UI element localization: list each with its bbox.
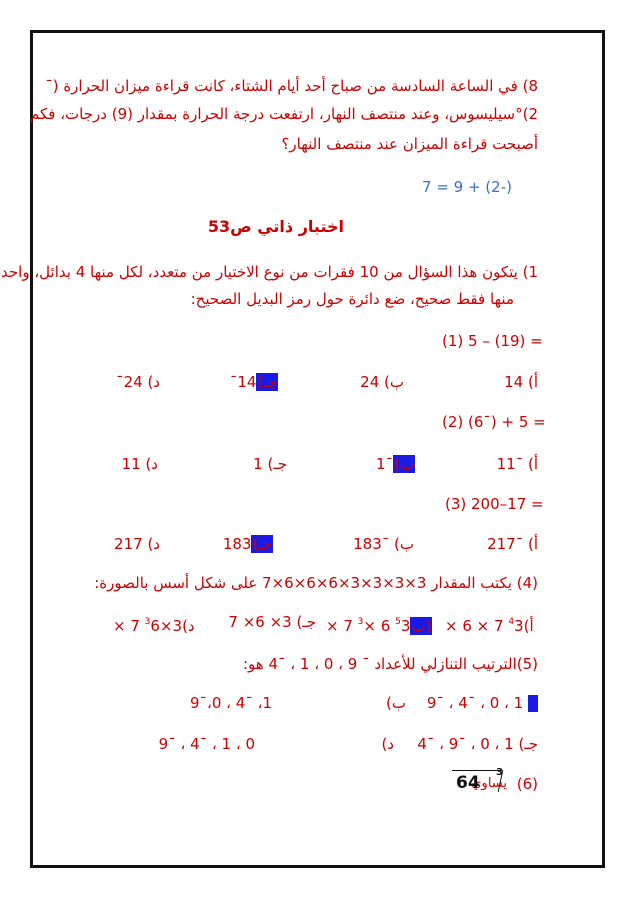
cube-root-symbol xyxy=(452,767,506,796)
p6-word: يساوي xyxy=(471,776,507,791)
p4-option-d-exponent: 3 xyxy=(144,617,151,627)
p4-option-b-exponent-2: 3 xyxy=(357,617,364,627)
p5-option-a[interactable] xyxy=(427,693,538,713)
q1-line2: منها فقط صحيح، ضع دائرة حول رمز البديل الصحيح: xyxy=(190,290,514,308)
p1-option-a[interactable]: أ) 14 xyxy=(504,373,538,391)
p5-option-c[interactable]: جـ) 1 ، 0 ، ¯9 ، ¯4 xyxy=(417,735,538,753)
p4-option-c[interactable]: جـ) 3× 6× 7 xyxy=(228,613,316,631)
p4-option-b-rest: × 7 xyxy=(326,617,353,635)
p4-option-a-exponent: 4 xyxy=(508,617,515,627)
p4-option-a-text: × 6 × 7 xyxy=(445,617,504,635)
p2-option-b[interactable] xyxy=(376,454,415,474)
q8-line3: أصبحت قراءة الميزان عند منتصف النهار؟ xyxy=(281,135,538,153)
p2-option-d[interactable]: د) 11 xyxy=(121,455,158,473)
q1-line1: 1) يتكون هذا السؤال من 10 فقرات من نوع الاختيار من متعدد، لكل منها 4 بدائل، واحد xyxy=(1,263,538,281)
p2-option-b-value: ¯1 xyxy=(375,455,394,473)
p6-label: (6) xyxy=(516,775,538,793)
p2-option-b-highlight: ب) xyxy=(394,455,414,473)
p1-option-b[interactable]: ب) 24 xyxy=(360,373,404,391)
p4-option-b[interactable] xyxy=(326,612,432,636)
q8-line1: 8) في الساعة السادسة من صباح أحد أيام الشتاء، كانت قراءة ميزان الحرارة (¯ xyxy=(45,77,538,95)
p1-option-c[interactable] xyxy=(230,372,278,392)
p5-option-a-highlight xyxy=(528,695,538,712)
p2-stem: (2) (6¯) + 5 = xyxy=(442,413,546,431)
q8-line2: 2)°سيليسوس، وعند منتصف النهار، ارتفعت درجة الحرارة بمقدار (9) درجات، فكم xyxy=(30,105,538,123)
p4-option-d-prefix: د)3×6 xyxy=(150,617,195,635)
quiz-title: اختبار ذاتي ص53 xyxy=(207,217,344,236)
p3-option-d[interactable]: د) 217 xyxy=(114,535,160,553)
p3-option-c-value: 183 xyxy=(222,535,252,553)
q8-answer: 7 = 9 + (2-) xyxy=(422,178,512,196)
p1-stem: (1) 5 – (19) = xyxy=(442,332,543,350)
p2-option-c[interactable]: جـ) 1 xyxy=(253,455,287,473)
p4-option-b-highlight: ب) xyxy=(411,617,432,635)
p1-option-d[interactable]: د) 24¯ xyxy=(116,373,160,391)
p2-option-a[interactable]: أ) ¯11 xyxy=(496,455,538,473)
root-index: 3 xyxy=(496,767,503,778)
p4-option-d-rest: × 7 xyxy=(113,617,140,635)
p1-option-c-highlight: جـ) xyxy=(257,373,277,391)
p3-option-c[interactable] xyxy=(223,534,273,554)
p5-option-a-value: 1 ، 0 ، ¯4 ، ¯9 xyxy=(426,694,524,712)
p3-option-b[interactable]: ب) ¯183 xyxy=(353,535,414,553)
p3-stem: (3) 200–17 = xyxy=(445,495,544,513)
p4-option-b-exponent-1: 5 xyxy=(395,617,401,627)
p3-option-c-highlight: جـ) xyxy=(252,535,272,553)
p4-option-b-base: 3 xyxy=(400,617,411,635)
p5-option-d-value: 0 ، 1 ، ¯4 ، ¯9 xyxy=(158,735,255,753)
p5-stem: (5)الترتيب التنازلي للأعداد ¯ 9 ، 0 ، 1 ، ¯4 هو: xyxy=(242,655,538,673)
p4-option-a-prefix: أ)3 xyxy=(514,617,534,635)
p4-stem: (4) يكتب المقدار 3×3×3×3×6×6×6×7 على شكل أسس بالصورة: xyxy=(94,574,538,592)
p5-option-d-letter[interactable]: د) xyxy=(381,735,394,753)
p4-option-b-mid: × 6 xyxy=(363,617,391,635)
p4-option-d[interactable] xyxy=(113,612,195,636)
p5-option-b-value: 1، ¯4 ، 0،¯9 xyxy=(189,694,272,712)
p1-option-c-value: 14¯ xyxy=(229,373,257,391)
radicand: 64 xyxy=(456,773,480,793)
p4-option-a[interactable] xyxy=(445,612,534,636)
p3-option-a[interactable]: أ) ¯217 xyxy=(487,535,538,553)
p5-option-b-letter[interactable]: ب) xyxy=(386,694,406,712)
root-overline xyxy=(452,770,502,771)
